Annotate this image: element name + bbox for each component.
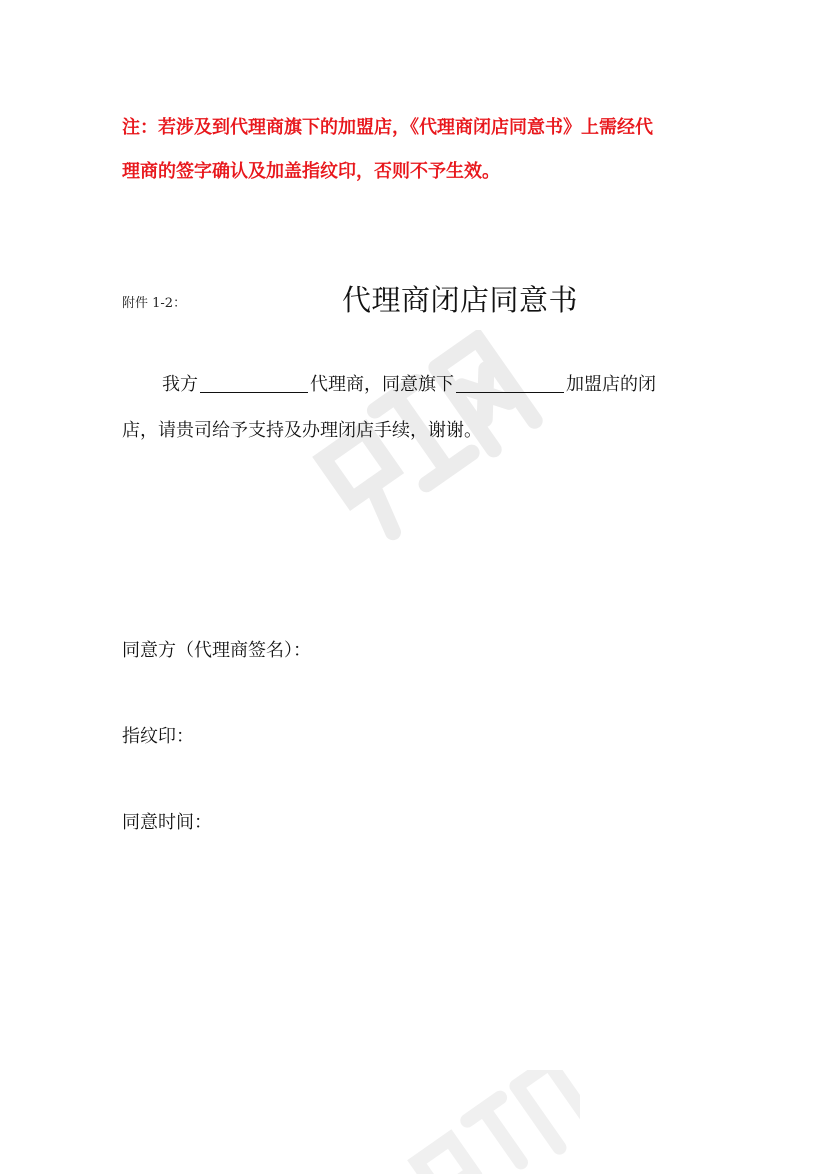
agree-party-field: 同意方（代理商签名）：: [122, 640, 311, 661]
attachment-label: 附件 1-2：: [122, 296, 187, 311]
document-title: 代理商闭店同意书: [342, 283, 579, 317]
store-name-blank[interactable]: [456, 374, 564, 393]
consent-line-2: 店，请贵司给予支持及办理闭店手续，谢谢。: [122, 420, 482, 441]
fingerprint-field: 指纹印：: [122, 726, 194, 747]
red-note: [122, 106, 720, 194]
text-store: 加盟店的闭: [566, 374, 656, 395]
text-agent: 代理商，同意旗下: [310, 374, 454, 395]
text-we: 我方: [162, 374, 198, 395]
consent-paragraph: [122, 362, 722, 454]
agent-name-blank[interactable]: [200, 374, 308, 393]
agree-time-field: 同意时间：: [122, 812, 212, 833]
consent-line-1: [122, 362, 722, 408]
red-note-line-2: 理商的签字确认及加盖指纹印，否则不予生效。: [122, 161, 500, 182]
watermark-logo-lower: [380, 1070, 580, 1174]
red-note-line-1: 注：若涉及到代理商旗下的加盟店，《代理商闭店同意书》上需经代: [122, 117, 653, 138]
